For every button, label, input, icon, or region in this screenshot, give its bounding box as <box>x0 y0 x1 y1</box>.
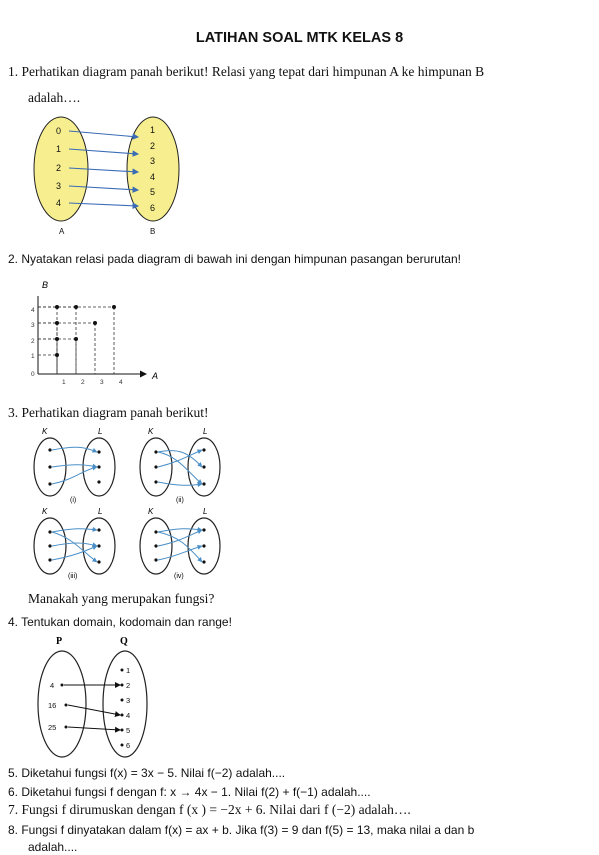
question-8-text-cont: adalah.... <box>28 840 78 854</box>
diagram-iv <box>140 507 220 580</box>
arrow-diagram-q4 <box>35 632 155 762</box>
y-tick-label: 3 <box>31 322 35 329</box>
set-b-item: 3 <box>150 156 156 166</box>
label-l: L <box>98 427 103 436</box>
set-a-item: 0 <box>56 126 62 136</box>
label-k: K <box>148 427 154 436</box>
question-1-text: 1. Perhatikan diagram panah berikut! Relasi yang tepat dari himpunan A ke himpunan B <box>8 64 485 79</box>
label-l: L <box>203 427 208 436</box>
set-q-item: 3 <box>126 696 131 705</box>
label-k: K <box>42 507 48 516</box>
set-q-item: 4 <box>126 711 131 720</box>
caption-i: (i) <box>70 497 77 504</box>
arrow-diagram-q1 <box>25 112 195 240</box>
set-a-item: 4 <box>56 198 62 208</box>
question-3-text: 3. Perhatikan diagram panah berikut! <box>8 405 209 420</box>
question-5-text: 5. Diketahui fungsi f(x) = 3x − 5. Nilai f(−2) adalah.... <box>8 766 286 780</box>
relation-point <box>55 305 59 309</box>
relation-point <box>74 305 78 309</box>
set-p-label: P <box>56 636 63 647</box>
relation-point <box>112 305 116 309</box>
set-p-item: 25 <box>48 723 57 732</box>
y-tick-label: 2 <box>31 338 35 345</box>
label-k: K <box>148 507 154 516</box>
set-a-item: 2 <box>56 163 62 173</box>
set-a-label: A <box>59 227 65 236</box>
axis-y-label: B <box>42 280 49 290</box>
label-k: K <box>42 427 48 436</box>
relation-point <box>74 337 78 341</box>
question-8-text: 8. Fungsi f dinyatakan dalam f(x) = ax + b. Jika f(3) = 9 dan f(5) = 13, maka nilai a dan b <box>8 823 475 837</box>
set-a-item: 1 <box>56 144 62 154</box>
set-q-item: 1 <box>126 666 131 675</box>
x-tick-label: 2 <box>81 379 85 386</box>
set-p-item: 16 <box>48 701 57 710</box>
arrow-diagrams-q3 <box>28 422 228 584</box>
set-b-item: 1 <box>150 125 156 135</box>
relation-point <box>55 337 59 341</box>
question-7-text: 7. Fungsi f dirumuskan dengan f (x ) = −2x + 6. Nilai dari f (−2) adalah…. <box>8 802 411 817</box>
caption-iv: (iv) <box>174 573 184 580</box>
relation-point <box>55 353 59 357</box>
arrow-16-4 <box>68 705 120 715</box>
set-q-item: 5 <box>126 726 131 735</box>
label-l: L <box>203 507 208 516</box>
arrow-25-5 <box>68 727 120 730</box>
question-1-text-cont: adalah…. <box>28 90 81 105</box>
question-2-text: 2. Nyatakan relasi pada diagram di bawah ini dengan himpunan pasangan berurutan! <box>8 252 461 266</box>
set-q-item: 2 <box>126 681 131 690</box>
axis-x-label: A <box>152 371 159 381</box>
set-b-label: B <box>150 227 156 236</box>
question-4-text: 4. Tentukan domain, kodomain dan range! <box>8 615 232 629</box>
x-tick-label: 4 <box>119 379 123 386</box>
diagram-ii <box>140 427 220 504</box>
set-b-item: 4 <box>150 172 156 182</box>
question-6-text: 6. Diketahui fungsi f dengan f: x → 4x − 1. Nilai f(2) + f(−1) adalah.... <box>8 785 371 799</box>
relation-point <box>93 321 97 325</box>
set-b-item: 5 <box>150 187 156 197</box>
set-b-item: 6 <box>150 203 156 213</box>
question-3-prompt: Manakah yang merupakan fungsi? <box>28 591 215 606</box>
diagram-iii <box>34 507 115 580</box>
y-tick-label: 1 <box>31 353 35 360</box>
set-a-item: 3 <box>56 181 62 191</box>
set-b-item: 2 <box>150 141 156 151</box>
y-tick-label: 0 <box>31 371 35 378</box>
set-p-oval <box>38 651 86 757</box>
set-q-label: Q <box>120 636 128 647</box>
diagram-i <box>34 427 115 504</box>
relation-point <box>55 321 59 325</box>
caption-iii: (iii) <box>68 573 78 580</box>
set-q-item: 6 <box>126 741 131 750</box>
x-tick-label: 1 <box>62 379 66 386</box>
cartesian-relation-q2 <box>28 276 178 394</box>
set-p-item: 4 <box>50 681 55 690</box>
label-l: L <box>98 507 103 516</box>
x-tick-label: 3 <box>100 379 104 386</box>
set-q-oval <box>103 651 147 757</box>
page-title: LATIHAN SOAL MTK KELAS 8 <box>195 30 404 46</box>
caption-ii: (ii) <box>176 497 184 504</box>
y-tick-label: 4 <box>31 307 35 314</box>
